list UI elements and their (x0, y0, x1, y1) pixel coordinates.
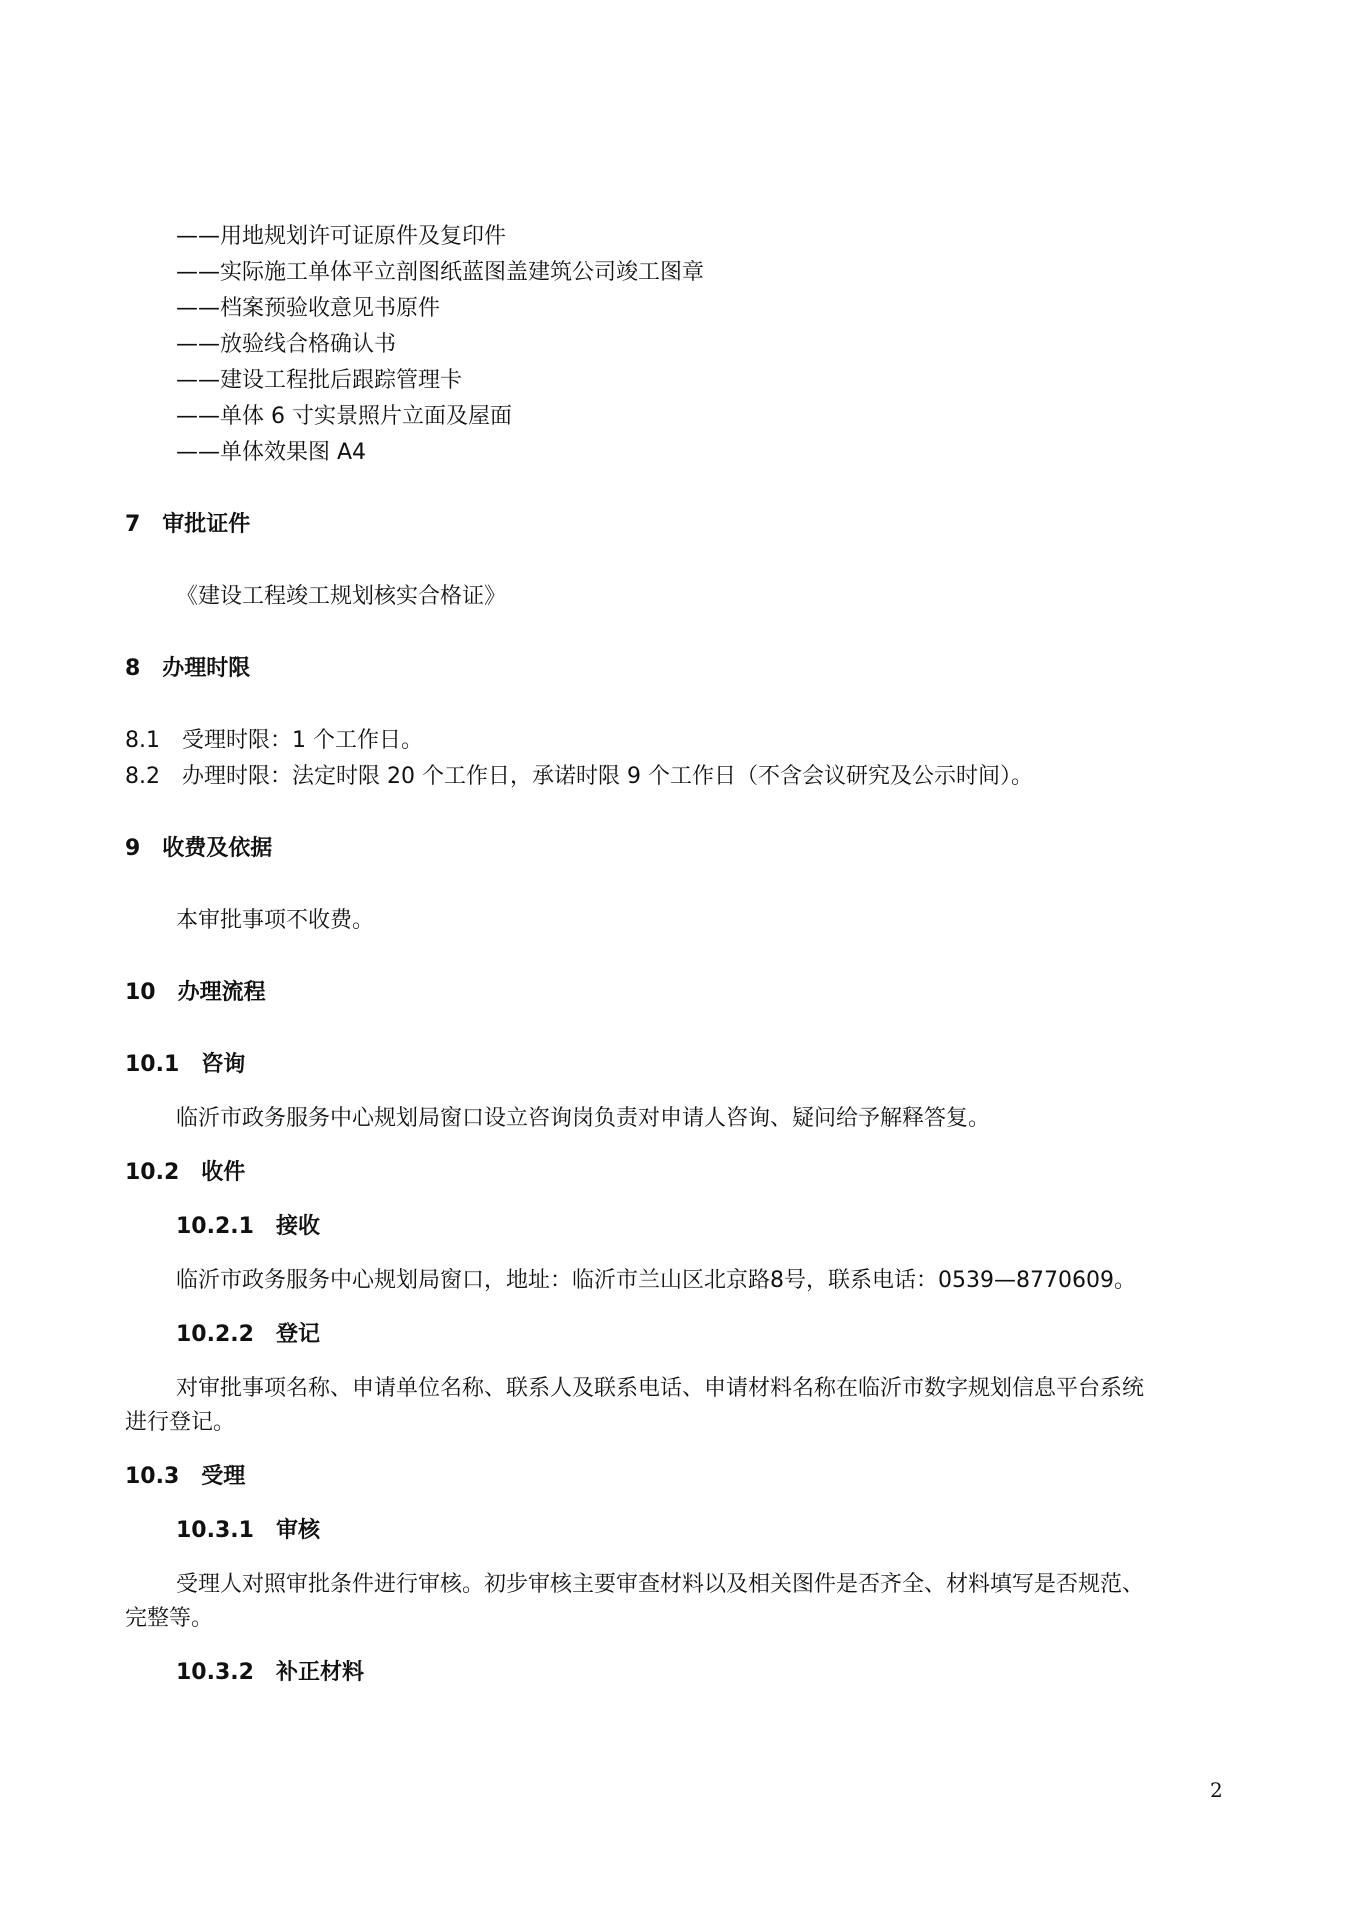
paragraph: 受理人对照审批条件进行审核。初步审核主要审查材料以及相关图件是否齐全、材料填写是否规范、 (176, 1572, 1145, 1597)
section-item: 8.2 办理时限：法定时限 20 个工作日，承诺时限 9 个工作日（不含会议研究及公示时间）。 (125, 764, 1033, 789)
subsection-heading: 10.3 受理 (125, 1464, 246, 1489)
section-body: 《建设工程竣工规划核实合格证》 (176, 584, 507, 609)
paragraph: 临沂市政务服务中心规划局窗口设立咨询岗负责对申请人咨询、疑问给予解释答复。 (176, 1106, 991, 1131)
section-heading: 7 审批证件 (125, 512, 251, 537)
subsubsection-heading: 10.2.1 接收 (176, 1214, 320, 1239)
paragraph: 对审批事项名称、申请单位名称、联系人及联系电话、申请材料名称在临沂市数字规划信息平台系统 (176, 1376, 1145, 1401)
list-item: ——用地规划许可证原件及复印件 (176, 224, 507, 249)
list-item: ——实际施工单体平立剖图纸蓝图盖建筑公司竣工图章 (176, 260, 705, 285)
list-item: ——放验线合格确认书 (176, 332, 397, 357)
section-heading: 10 办理流程 (125, 980, 266, 1005)
subsubsection-heading: 10.3.1 审核 (176, 1518, 320, 1543)
list-item: ——单体效果图 A4 (176, 440, 367, 465)
section-item: 8.1 受理时限：1 个工作日。 (125, 728, 423, 753)
section-heading: 9 收费及依据 (125, 836, 273, 861)
paragraph-continuation: 完整等。 (125, 1606, 214, 1631)
subsubsection-heading: 10.3.2 补正材料 (176, 1660, 364, 1685)
list-item: ——单体 6 寸实景照片立面及屋面 (176, 404, 512, 429)
list-item: ——档案预验收意见书原件 (176, 296, 441, 321)
paragraph-continuation: 进行登记。 (125, 1410, 236, 1435)
list-item: ——建设工程批后跟踪管理卡 (176, 368, 463, 393)
section-body: 本审批事项不收费。 (176, 908, 375, 933)
subsection-heading: 10.1 咨询 (125, 1052, 246, 1077)
subsubsection-heading: 10.2.2 登记 (176, 1322, 320, 1347)
subsection-heading: 10.2 收件 (125, 1160, 246, 1185)
page-number: 2 (1210, 1778, 1223, 1802)
section-heading: 8 办理时限 (125, 656, 251, 681)
paragraph: 临沂市政务服务中心规划局窗口，地址：临沂市兰山区北京路8号，联系电话：0539—8770609。 (176, 1268, 1136, 1293)
